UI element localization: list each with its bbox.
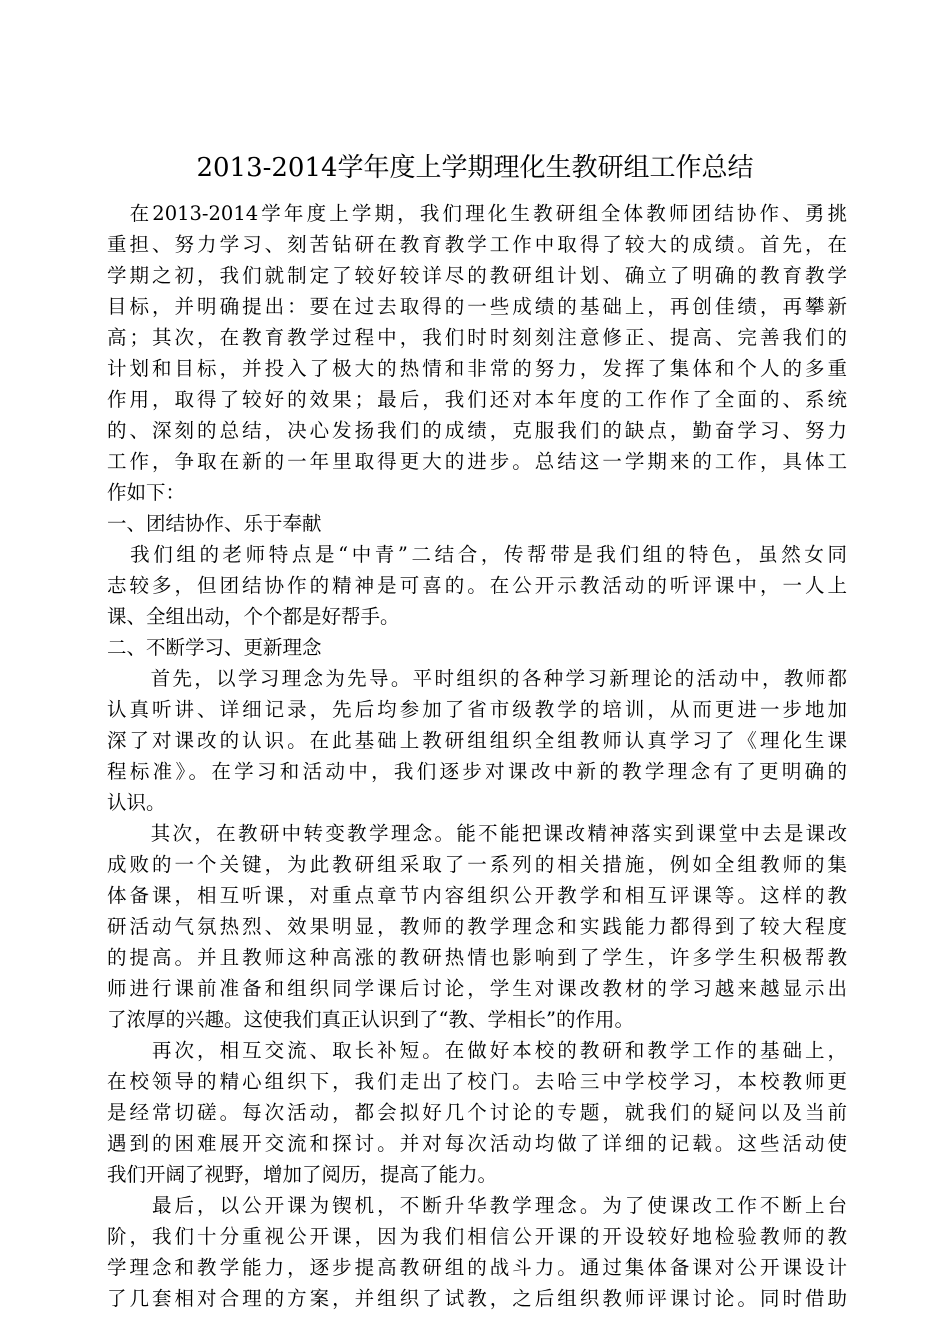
body-line: 再次，相互交流、取长补短。在做好本校的教研和教学工作的基础上， [107,1039,847,1062]
body-line: 深了对课改的认识。在此基础上教研组组织全组教师认真学习了《理化生课 [107,729,847,752]
section-heading: 一、团结协作、乐于奉献 [107,512,322,535]
body-line: 志较多，但团结协作的精神是可喜的。在公开示教活动的听评课中，一人上 [107,574,847,597]
body-line: 计划和目标，并投入了极大的热情和非常的努力，发挥了集体和个人的多重 [107,357,847,380]
body-line: 体备课，相互听课，对重点章节内容组织公开教学和相互评课等。这样的教 [107,884,847,907]
body-line: 认真听讲、详细记录，先后均参加了省市级教学的培训，从而更进一步地加 [107,698,847,721]
body-line: 了几套相对合理的方案，并组织了试教，之后组织教师评课讨论。同时借助 [107,1287,847,1310]
body-line: 作如下： [107,481,186,504]
section-heading: 二、不断学习、更新理念 [107,636,322,659]
body-line: 在2013-2014学年度上学期，我们理化生教研组全体教师团结协作、勇挑 [107,202,847,225]
body-line: 认识。 [107,791,166,814]
body-line: 作用，取得了较好的效果；最后，我们还对本年度的工作作了全面的、系统 [107,388,847,411]
body-line: 重担、努力学习、刻苦钻研在教育教学工作中取得了较大的成绩。首先，在 [107,233,847,256]
body-line: 的提高。并且教师这种高涨的教研热情也影响到了学生，许多学生积极帮教 [107,946,847,969]
body-line: 首先，以学习理念为先导。平时组织的各种学习新理论的活动中，教师都 [107,667,847,690]
body-line: 成败的一个关键，为此教研组采取了一系列的相关措施，例如全组教师的集 [107,853,847,876]
body-line: 阶，我们十分重视公开课，因为我们相信公开课的开设较好地检验教师的教 [107,1225,847,1248]
body-line: 我们组的老师特点是“中青”二结合，传帮带是我们组的特色，虽然女同 [107,543,847,566]
body-line: 学理念和教学能力，逐步提高教研组的战斗力。通过集体备课对公开课设计 [107,1256,847,1279]
body-line: 的、深刻的总结，决心发扬我们的成绩，克服我们的缺点，勤奋学习、努力 [107,419,847,442]
body-line: 程标准》。在学习和活动中，我们逐步对课改中新的教学理念有了更明确的 [107,760,847,783]
body-line: 在校领导的精心组织下，我们走出了校门。去哈三中学校学习，本校教师更 [107,1070,847,1093]
body-line: 高；其次，在教育教学过程中，我们时时刻刻注意修正、提高、完善我们的 [107,326,847,349]
body-line: 其次，在教研中转变教学理念。能不能把课改精神落实到课堂中去是课改 [107,822,847,845]
body-line: 研活动气氛热烈、效果明显，教师的教学理念和实践能力都得到了较大程度 [107,915,847,938]
document-title: 2013-2014学年度上学期理化生教研组工作总结 [196,153,754,183]
body-line: 了浓厚的兴趣。这使我们真正认识到了“教、学相长”的作用。 [107,1008,634,1031]
body-line: 目标，并明确提出：要在过去取得的一些成绩的基础上，再创佳绩，再攀新 [107,295,847,318]
body-line: 课、全组出动，个个都是好帮手。 [107,605,400,628]
body-line: 是经常切磋。每次活动，都会拟好几个讨论的专题，就我们的疑问以及当前 [107,1101,847,1124]
body-line: 最后，以公开课为锲机，不断升华教学理念。为了使课改工作不断上台 [107,1194,847,1217]
body-line: 遇到的困难展开交流和探讨。并对每次活动均做了详细的记载。这些活动使 [107,1132,847,1155]
body-line: 学期之初，我们就制定了较好较详尽的教研组计划、确立了明确的教育教学 [107,264,847,287]
body-line: 我们开阔了视野，增加了阅历，提高了能力。 [107,1163,498,1186]
body-line: 工作，争取在新的一年里取得更大的进步。总结这一学期来的工作，具体工 [107,450,847,473]
body-line: 师进行课前准备和组织同学课后讨论，学生对课改教材的学习越来越显示出 [107,977,847,1000]
